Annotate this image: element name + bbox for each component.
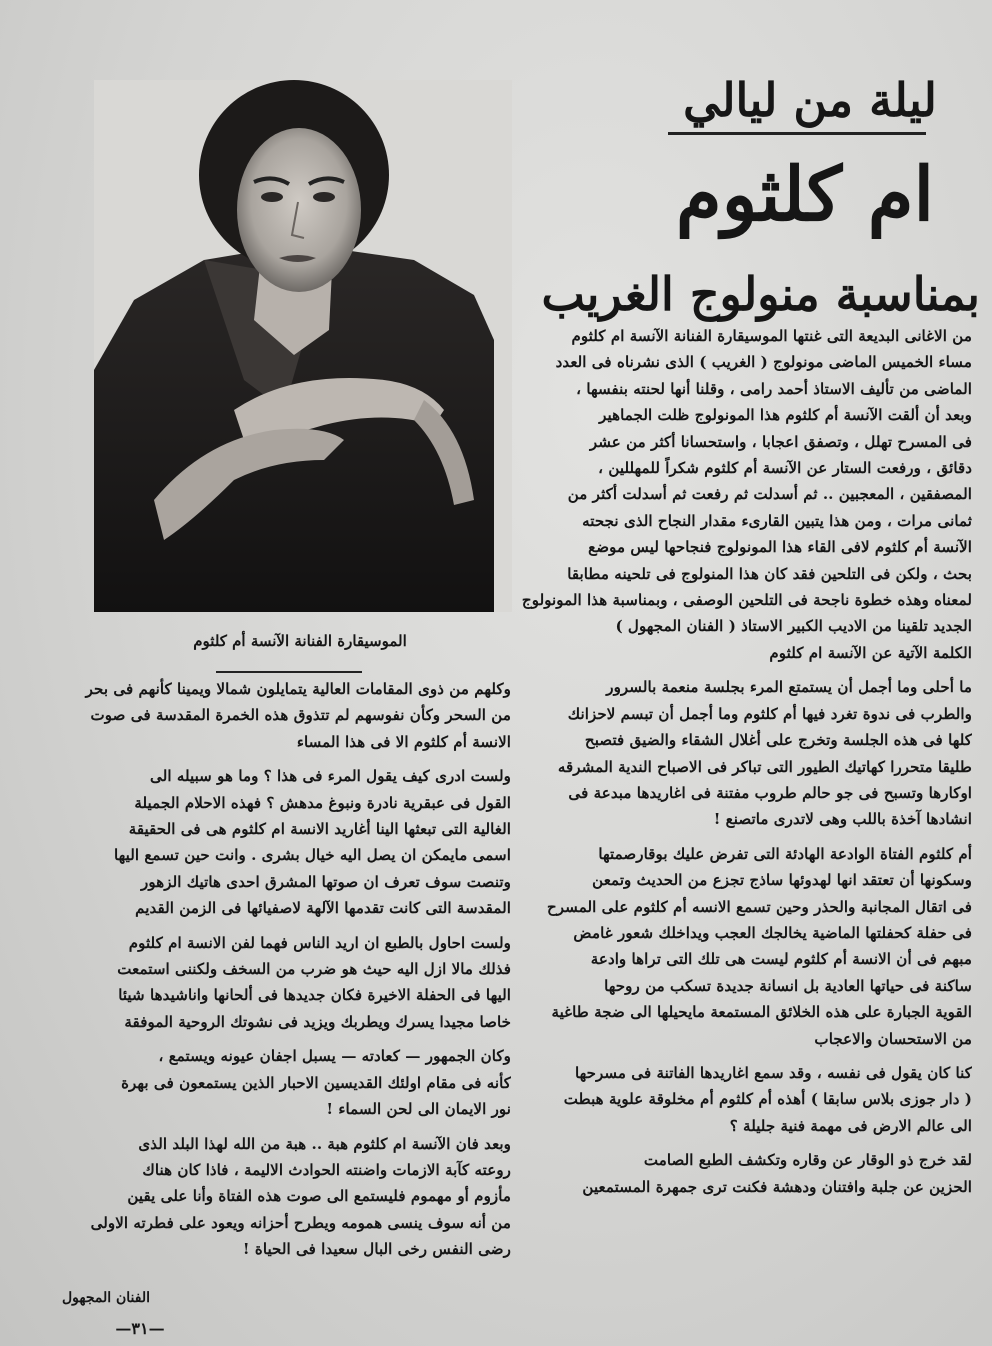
author-signature: الفنان المجهول: [61, 1290, 150, 1306]
text-line: الى عالم الارض فى مهمة فنية جليلة ؟: [729, 1116, 972, 1135]
text-line: الآنسة أم كلثوم لافى القاء هذا المونولوج فنجاحها ليس موضع: [588, 538, 972, 557]
text-line: المصفقين ، المعجبين .. ثم أسدلت ثم رفعت ثم أسدلت أكثر من: [567, 485, 972, 504]
paragraph: [57, 930, 511, 1036]
text-line: طليقا متحررا كهاتيك الطيور التى تباكر فى الاصباح الندية المشرقه: [557, 757, 972, 776]
text-line: مبهم فى أن الانسة أم كلثوم ليست هى تلك التى تراها وادعة: [590, 950, 972, 969]
text-line: ولست ادرى كيف يقول المرء فى هذا ؟ وما هو سبيله الى: [150, 767, 511, 786]
text-line: لمعناه وهذه خطوة ناجحة فى التلحين الوصفى ، وبمناسبة هذا المونولوج: [521, 591, 972, 610]
text-line: خاصا مجيدا يسرك ويطربك ويزيد فى نشوتك الروحية الموفقة: [124, 1012, 511, 1031]
text-line: ولست احاول بالطبع ان اريد الناس فهما لفن الانسة ام كلثوم: [128, 933, 511, 952]
text-line: روعته كآبة الازمات واضنته الحوادث الاليمة ، فاذا كان هناك: [142, 1160, 511, 1179]
text-line: وتنصت سوف تعرف ان صوتها المشرق احدى هاتيك الزهور: [141, 872, 511, 891]
text-line: كنا كان يقول فى نفسه ، وقد سمع اغاريدها الفاتنة فى مسرحها: [574, 1063, 972, 1082]
paragraph: [57, 763, 511, 921]
text-line: من الاغانى البديعة التى غنتها الموسيقارة الفنانة الآنسة ام كلثوم: [571, 327, 972, 345]
text-line: فى حفلة كحفلتها الماضية يخالجك العجب ويداخلك شعور غامض: [573, 923, 972, 942]
text-line: وكلهم من ذوى المقامات العالية يتمايلون شمالا ويمينا كأنهم فى بحر: [85, 680, 511, 698]
text-line: كلها فى هذه الجلسة وتخرج على أغلال الشقاء والضيق فتصبح: [584, 731, 972, 750]
headline-kicker: ليلة من ليالي: [683, 73, 937, 127]
text-line: فذلك مالا ازل اليه حيث هو ضرب من السخف ولكننى استمعت: [117, 960, 511, 979]
portrait-photo: [94, 80, 512, 612]
text-line: الحزين عن جلبة وافتنان ودهشة فكنت ترى جمهرة المستمعين: [582, 1177, 972, 1196]
text-line: الكلمة الآتية عن الآنسة ام كلثوم: [769, 643, 972, 662]
text-line: فى المسرح تهلل ، وتصفق اعجابا ، واستحسانا أكثر من عشر: [589, 432, 972, 451]
text-line: مأزوم أو مهموم فليستمع الى صوت هذه الفتاة وأنا على يقين: [127, 1187, 511, 1206]
text-line: ( دار جوزى بلاس سابقا ) أهذه أم كلثوم أم مخلوقة علوية هبطت: [563, 1090, 972, 1109]
text-line: القول فى عبقرية نادرة ونبوغ مدهش ؟ فهذه الاحلام الجميلة: [134, 793, 511, 812]
portrait-illustration: [94, 80, 512, 612]
text-line: من السحر وكأن نفوسهم لم تتذوق هذه الخمرة المقدسة فى صوت: [90, 706, 511, 725]
text-line: ثمانى مرات ، ومن هذا يتبين القارىء مقدار النجاح الذى نجحته: [582, 511, 972, 530]
text-line: والطرب فى ندوة تغرد فيها أم كلثوم وما أجمل أن تبسم لاحزانك: [567, 704, 972, 723]
headline-subtitle: بمناسبة منولوج الغريب: [541, 267, 980, 321]
text-line: كأنه فى مقام اولئك القديسين الاحبار الذين يستمعون فى بهرة: [121, 1073, 511, 1092]
text-line: ما أحلى وما أجمل أن يستمتع المرء بجلسة منعمة بالسرور: [606, 678, 972, 697]
paragraph: [57, 1043, 511, 1122]
text-line: القوية الجبارة على هذه الخلائق المستمعة مايحيلها الى ضجة طاغية: [551, 1003, 972, 1022]
text-line: وسكونها أن تعتقد انها لهدوئها ساذج تجزع من الحديث وتمعن: [592, 871, 972, 890]
text-line: الانسة أم كلثوم الا فى هذا المساء: [296, 732, 511, 751]
text-line: الماضى من تأليف الاستاذ أحمد رامى ، وقلنا أنها لحنته بنفسها ،: [576, 379, 972, 398]
text-line: وكان الجمهور — كعادته — يسبل اجفان عيونه ويستمع ،: [158, 1047, 511, 1066]
text-line: اليها فى الحفلة الاخيرة فكان جديدها فى ألحانها واناشيدها شيئا: [118, 986, 511, 1005]
page-number: —٣١—: [115, 1319, 165, 1338]
paragraph: [520, 841, 972, 1052]
article-column-left: [57, 676, 511, 1263]
text-line: رضى النفس رخى البال سعيدا فى الحياة !: [242, 1240, 511, 1259]
paragraph: [57, 1131, 511, 1263]
text-line: انشادها آخذة باللب وهى لاتدرى ماتصنع !: [713, 810, 972, 829]
headline-divider: [668, 132, 926, 135]
text-line: من الاستحسان والاعجاب: [814, 1029, 972, 1048]
text-line: وبعد أن ألقت الآنسة أم كلثوم هذا المونولوج ظلت الجماهير: [599, 406, 972, 425]
photo-caption: الموسيقارة الفنانة الآنسة أم كلثوم: [193, 632, 407, 650]
paragraph: [520, 1060, 972, 1139]
text-line: وبعد فان الآنسة ام كلثوم هبة .. هبة من الله لهذا البلد الذى: [138, 1134, 511, 1153]
text-line: لقد خرج ذو الوقار عن وقاره وتكشف الطبع الصامت: [643, 1151, 972, 1170]
paragraph: [57, 676, 511, 755]
text-line: اسمى مايمكن ان يصل اليه خيال بشرى . وانت حين تسمع اليها: [114, 846, 511, 865]
paragraph: [520, 674, 972, 832]
article-column-right: [520, 323, 972, 1200]
text-line: ساكنة فى حياتها العادية بل انسانة جديدة تسكب من روحها: [604, 976, 972, 995]
text-line: نور الايمان الى لحن السماء !: [326, 1100, 511, 1119]
paragraph: [520, 1147, 972, 1200]
paragraph: [520, 323, 972, 666]
text-line: المقدسة التى كانت تقدمها الآلهة لاصفيائها فى الزمن القديم: [135, 899, 511, 918]
text-line: أم كلثوم الفتاة الوادعة الهادئة التى تفرض عليك بوقارصمتها: [598, 844, 972, 863]
text-line: بحث ، ولكن فى التلحين فقد كان هذا المنولوج فى تلحينه مطابقا: [567, 564, 972, 583]
caption-divider: [216, 671, 362, 673]
text-line: فى اتقال المجانبة والحذر وحين تسمع الانسه أم كلثوم على المسرح: [546, 897, 972, 916]
text-line: الجديد تلقينا من الاديب الكبير الاستاذ ( الفنان المجهول ): [615, 617, 972, 636]
text-line: دقائق ، ورفعت الستار عن الآنسة أم كلثوم شكراً للمهللين ،: [598, 459, 972, 478]
text-line: اوكارها وتسبح فى جو حالم طروب مفتنة فى اغاريدها مبدعة فى: [568, 783, 972, 802]
headline-title: ام كلثوم: [675, 152, 935, 238]
text-line: الغالية التى تبعثها الينا أغاريد الانسة ام كلثوم هى فى الحقيقة: [128, 820, 511, 839]
text-line: مساء الخميس الماضى مونولوج ( الغريب ) الذى نشرناه فى العدد: [555, 353, 972, 372]
text-line: من أنه سوف ينسى همومه ويطرح أحزانه ويعود على فطرته الاولى: [90, 1213, 511, 1232]
